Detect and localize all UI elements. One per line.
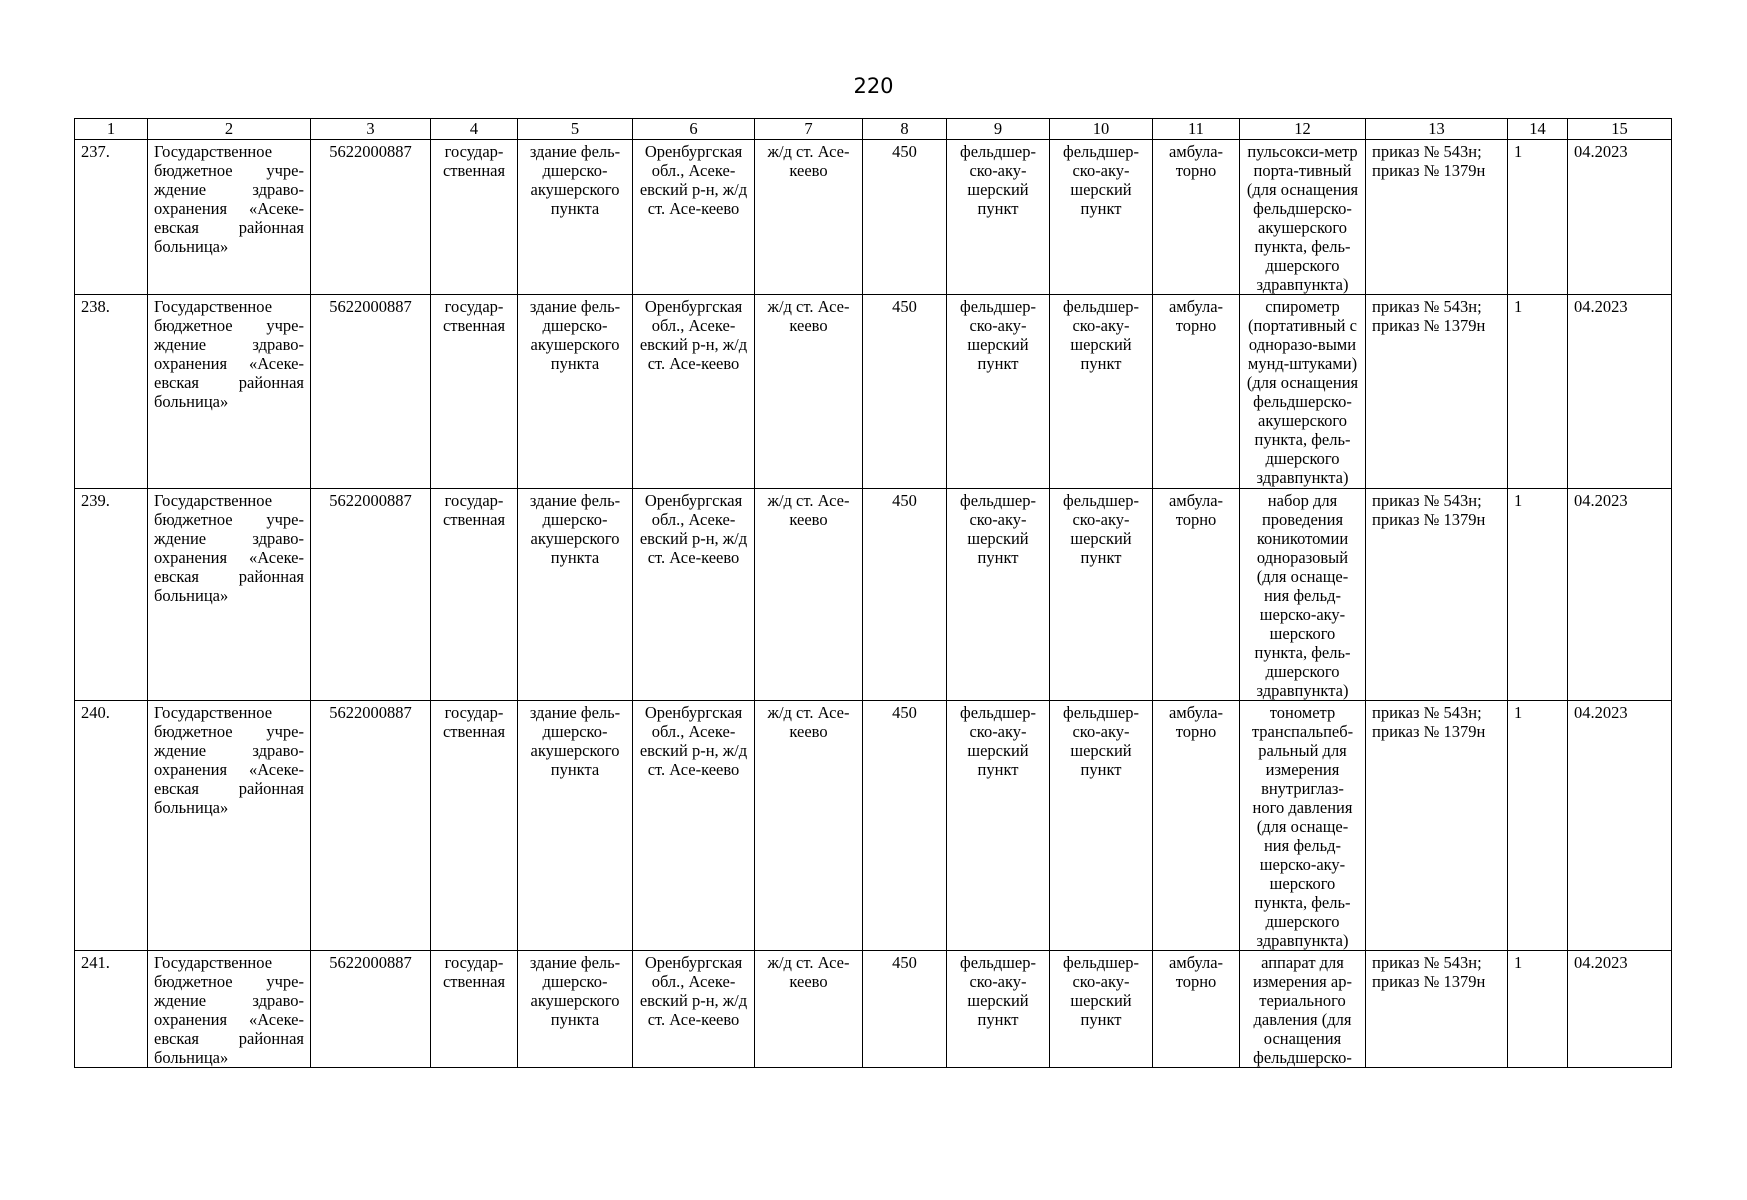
column-number: 3: [311, 119, 431, 140]
organization-name: Государственное бюджетное учре-ждение здраво-охранения «Асеке-евская районная больница»: [148, 951, 311, 1068]
page-number: 220: [853, 74, 894, 98]
table-row: [75, 489, 1672, 701]
population: 450: [863, 701, 947, 951]
column-number: 5: [518, 119, 633, 140]
building: здание фель-дшерско-акушерского пункта: [518, 295, 633, 489]
organization-name: Государственное бюджетное учре-ждение здраво-охранения «Асеке-евская районная больница»: [148, 489, 311, 701]
care-form: амбула-торно: [1153, 701, 1240, 951]
column-number: 1: [75, 119, 148, 140]
locality: ж/д ст. Асе-кеево: [755, 140, 863, 295]
quantity: 1: [1508, 489, 1568, 701]
organization-name: Государственное бюджетное учре-ждение здраво-охранения «Асеке-евская районная больница»: [148, 295, 311, 489]
order-reference: приказ № 543н; приказ № 1379н: [1366, 951, 1508, 1068]
ownership-form: государ-ственная: [431, 295, 518, 489]
ownership-form: государ-ственная: [431, 140, 518, 295]
row-number: 237.: [75, 140, 148, 295]
inn: 5622000887: [311, 951, 431, 1068]
locality: ж/д ст. Асе-кеево: [755, 701, 863, 951]
order-reference: приказ № 543н; приказ № 1379н: [1366, 701, 1508, 951]
table-row: [75, 701, 1672, 951]
population: 450: [863, 951, 947, 1068]
unit-type: фельдшер-ско-аку-шерский пункт: [1050, 489, 1153, 701]
quantity: 1: [1508, 140, 1568, 295]
ownership-form: государ-ственная: [431, 489, 518, 701]
date: 04.2023: [1568, 701, 1672, 951]
inn: 5622000887: [311, 701, 431, 951]
locality: ж/д ст. Асе-кеево: [755, 295, 863, 489]
inn: 5622000887: [311, 140, 431, 295]
column-number: 11: [1153, 119, 1240, 140]
structural-unit: фельдшер-ско-аку-шерский пункт: [947, 489, 1050, 701]
ownership-form: государ-ственная: [431, 701, 518, 951]
equipment: пульсокси-метр порта-тивный (для оснащения фельдшерско-акушерского пункта, фель-дшерского здравпункта): [1240, 140, 1366, 295]
column-number: 14: [1508, 119, 1568, 140]
care-form: амбула-торно: [1153, 295, 1240, 489]
date: 04.2023: [1568, 489, 1672, 701]
care-form: амбула-торно: [1153, 951, 1240, 1068]
column-number: 15: [1568, 119, 1672, 140]
order-reference: приказ № 543н; приказ № 1379н: [1366, 140, 1508, 295]
quantity: 1: [1508, 295, 1568, 489]
date: 04.2023: [1568, 295, 1672, 489]
unit-type: фельдшер-ско-аку-шерский пункт: [1050, 295, 1153, 489]
unit-type: фельдшер-ско-аку-шерский пункт: [1050, 701, 1153, 951]
unit-type: фельдшер-ско-аку-шерский пункт: [1050, 951, 1153, 1068]
address: Оренбургская обл., Асеке-евский р-н, ж/д ст. Асе-кеево: [633, 701, 755, 951]
organization-name: Государственное бюджетное учре-ждение здраво-охранения «Асеке-евская районная больница»: [148, 140, 311, 295]
structural-unit: фельдшер-ско-аку-шерский пункт: [947, 140, 1050, 295]
unit-type: фельдшер-ско-аку-шерский пункт: [1050, 140, 1153, 295]
register-table: [74, 118, 1672, 1068]
row-number: 241.: [75, 951, 148, 1068]
column-number: 12: [1240, 119, 1366, 140]
row-number: 240.: [75, 701, 148, 951]
column-number: 9: [947, 119, 1050, 140]
date: 04.2023: [1568, 951, 1672, 1068]
care-form: амбула-торно: [1153, 140, 1240, 295]
column-number: 7: [755, 119, 863, 140]
locality: ж/д ст. Асе-кеево: [755, 951, 863, 1068]
column-number: 10: [1050, 119, 1153, 140]
order-reference: приказ № 543н; приказ № 1379н: [1366, 295, 1508, 489]
column-number-row: [75, 119, 1672, 140]
address: Оренбургская обл., Асеке-евский р-н, ж/д ст. Асе-кеево: [633, 140, 755, 295]
column-number: 4: [431, 119, 518, 140]
ownership-form: государ-ственная: [431, 951, 518, 1068]
equipment: тонометр транспальпеб-ральный для измерения внутриглаз-ного давления (для оснаще-ния фельд-шерско-аку-шерского пункта, фель-дшерского здравпункта): [1240, 701, 1366, 951]
building: здание фель-дшерско-акушерского пункта: [518, 489, 633, 701]
quantity: 1: [1508, 951, 1568, 1068]
date: 04.2023: [1568, 140, 1672, 295]
row-number: 239.: [75, 489, 148, 701]
address: Оренбургская обл., Асеке-евский р-н, ж/д ст. Асе-кеево: [633, 295, 755, 489]
quantity: 1: [1508, 701, 1568, 951]
structural-unit: фельдшер-ско-аку-шерский пункт: [947, 951, 1050, 1068]
address: Оренбургская обл., Асеке-евский р-н, ж/д ст. Асе-кеево: [633, 951, 755, 1068]
structural-unit: фельдшер-ско-аку-шерский пункт: [947, 701, 1050, 951]
building: здание фель-дшерско-акушерского пункта: [518, 140, 633, 295]
address: Оренбургская обл., Асеке-евский р-н, ж/д ст. Асе-кеево: [633, 489, 755, 701]
order-reference: приказ № 543н; приказ № 1379н: [1366, 489, 1508, 701]
row-number: 238.: [75, 295, 148, 489]
column-number: 8: [863, 119, 947, 140]
population: 450: [863, 489, 947, 701]
equipment: набор для проведения коникотомии одноразовый (для оснаще-ния фельд-шерско-аку-шерского пункта, фель-дшерского здравпункта): [1240, 489, 1366, 701]
inn: 5622000887: [311, 489, 431, 701]
structural-unit: фельдшер-ско-аку-шерский пункт: [947, 295, 1050, 489]
organization-name: Государственное бюджетное учре-ждение здраво-охранения «Асеке-евская районная больница»: [148, 701, 311, 951]
locality: ж/д ст. Асе-кеево: [755, 489, 863, 701]
population: 450: [863, 140, 947, 295]
equipment: аппарат для измерения ар-териального давления (для оснащения фельдшерско-: [1240, 951, 1366, 1068]
building: здание фель-дшерско-акушерского пункта: [518, 701, 633, 951]
table-row: [75, 951, 1672, 1068]
column-number: 6: [633, 119, 755, 140]
equipment: спирометр (портативный с одноразо-выми мунд-штуками) (для оснащения фельдшерско-акушерского пункта, фель-дшерского здравпункта): [1240, 295, 1366, 489]
building: здание фель-дшерско-акушерского пункта: [518, 951, 633, 1068]
population: 450: [863, 295, 947, 489]
column-number: 2: [148, 119, 311, 140]
inn: 5622000887: [311, 295, 431, 489]
column-number: 13: [1366, 119, 1508, 140]
table-row: [75, 140, 1672, 295]
table-row: [75, 295, 1672, 489]
care-form: амбула-торно: [1153, 489, 1240, 701]
